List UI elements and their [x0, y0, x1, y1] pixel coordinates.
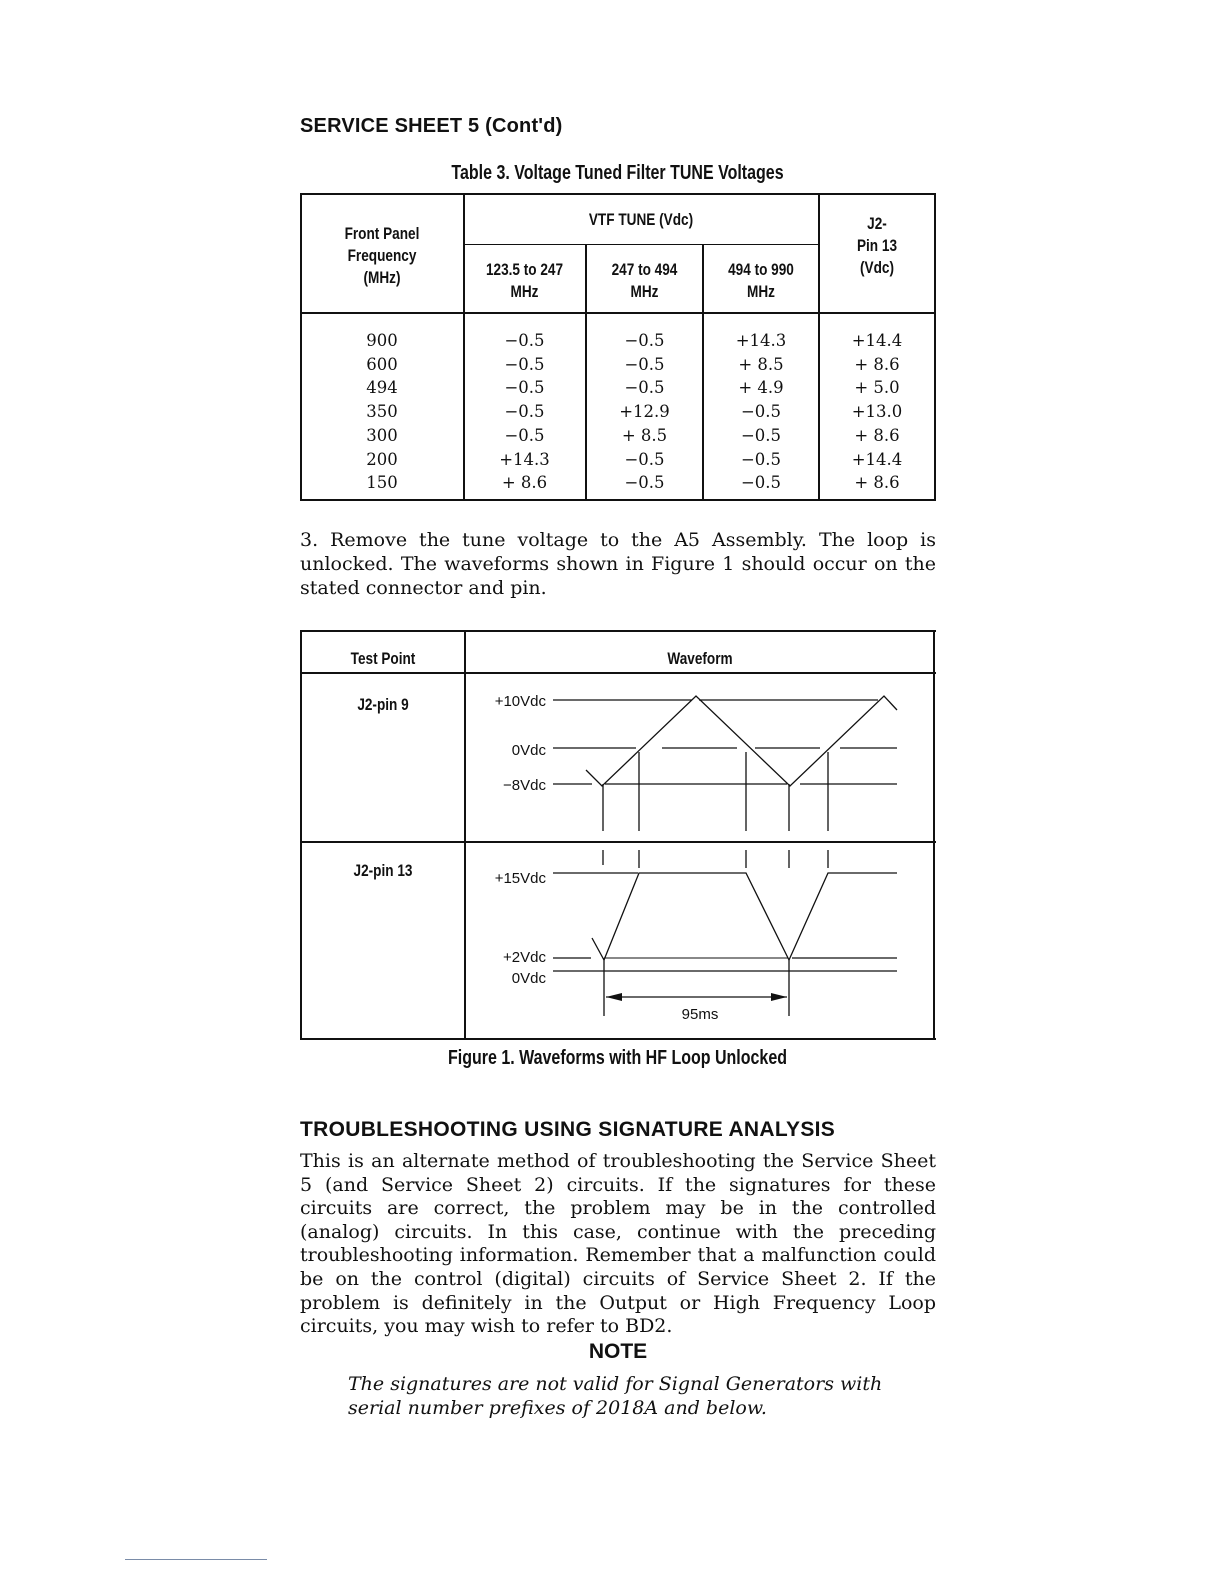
header-j2-pin13: J2- Pin 13 (Vdc) — [856, 214, 898, 277]
note-text: The signatures are not valid for Signal Generators with serial number prefixes of 2018A and below. — [348, 1373, 883, 1419]
table-column-band-1: −0.5 −0.5 −0.5 −0.5 −0.5 +14.3 + 8.6 — [499, 331, 550, 493]
step-3-paragraph: 3. Remove the tune voltage to the A5 Assembly. The loop is unlocked. The waveforms shown in Figure 1 should occur on the stated connector and pin. — [300, 529, 936, 599]
row-label-pin13: J2-pin 13 — [353, 861, 413, 881]
vtf-tune-table — [300, 193, 936, 501]
level-0-pin13: 0Vdc — [511, 970, 546, 987]
triangle-waveform — [586, 696, 897, 786]
level-0-pin9: 0Vdc — [511, 742, 546, 759]
table-column-frequency: 900 600 494 350 300 200 150 — [366, 331, 398, 493]
period-label: 95ms — [681, 1006, 719, 1023]
section-heading: TROUBLESHOOTING USING SIGNATURE ANALYSIS — [300, 1118, 836, 1141]
header-test-point: Test Point — [350, 649, 416, 669]
period-arrow-left — [606, 993, 622, 1001]
header-front-panel: Front Panel Frequency (MHz) — [344, 224, 420, 287]
table-caption: Table 3. Voltage Tuned Filter TUNE Voltages — [451, 162, 784, 184]
table-column-j2-pin13: +14.4 + 8.6 + 5.0 +13.0 + 8.6 +14.4 + 8.6 — [851, 331, 903, 493]
header-band-1: 123.5 to 247 MHz — [485, 260, 564, 301]
page-title: SERVICE SHEET 5 (Cont'd) — [300, 115, 563, 137]
note-title: NOTE — [588, 1340, 648, 1363]
footer-rule — [125, 1559, 267, 1560]
header-band-2: 247 to 494 MHz — [611, 260, 678, 301]
row-label-pin9: J2-pin 9 — [357, 695, 409, 715]
header-vtf-tune: VTF TUNE (Vdc) — [588, 210, 694, 229]
section-body: This is an alternate method of troubleshooting the Service Sheet 5 (and Service Sheet 2) circuits. If the signatures for these circuits are correct, the problem may be in the controlled (analog) circuits. In this case, continue with the preceding troubleshooting information. Remember that a malfunction could be on the control (digital) circuits of Service Sheet 2. If the problem is definitely in the Output or High Frequency Loop circuits, you may wish to refer to BD2. — [300, 1150, 936, 1338]
table-column-band-2: −0.5 −0.5 −0.5 +12.9 + 8.5 −0.5 −0.5 — [619, 331, 670, 493]
level-plus10: +10Vdc — [494, 693, 546, 710]
period-arrow-right — [771, 993, 787, 1001]
figure-caption: Figure 1. Waveforms with HF Loop Unlocked — [448, 1047, 787, 1069]
header-waveform: Waveform — [667, 649, 733, 669]
level-plus2: +2Vdc — [503, 949, 546, 966]
level-plus15: +15Vdc — [494, 870, 546, 887]
tune-waveform — [592, 873, 897, 960]
level-minus8: −8Vdc — [503, 777, 546, 794]
table-column-band-3: +14.3 + 8.5 + 4.9 −0.5 −0.5 −0.5 −0.5 — [735, 331, 787, 493]
header-band-3: 494 to 990 MHz — [728, 260, 794, 301]
waveform-figure — [300, 630, 938, 1042]
